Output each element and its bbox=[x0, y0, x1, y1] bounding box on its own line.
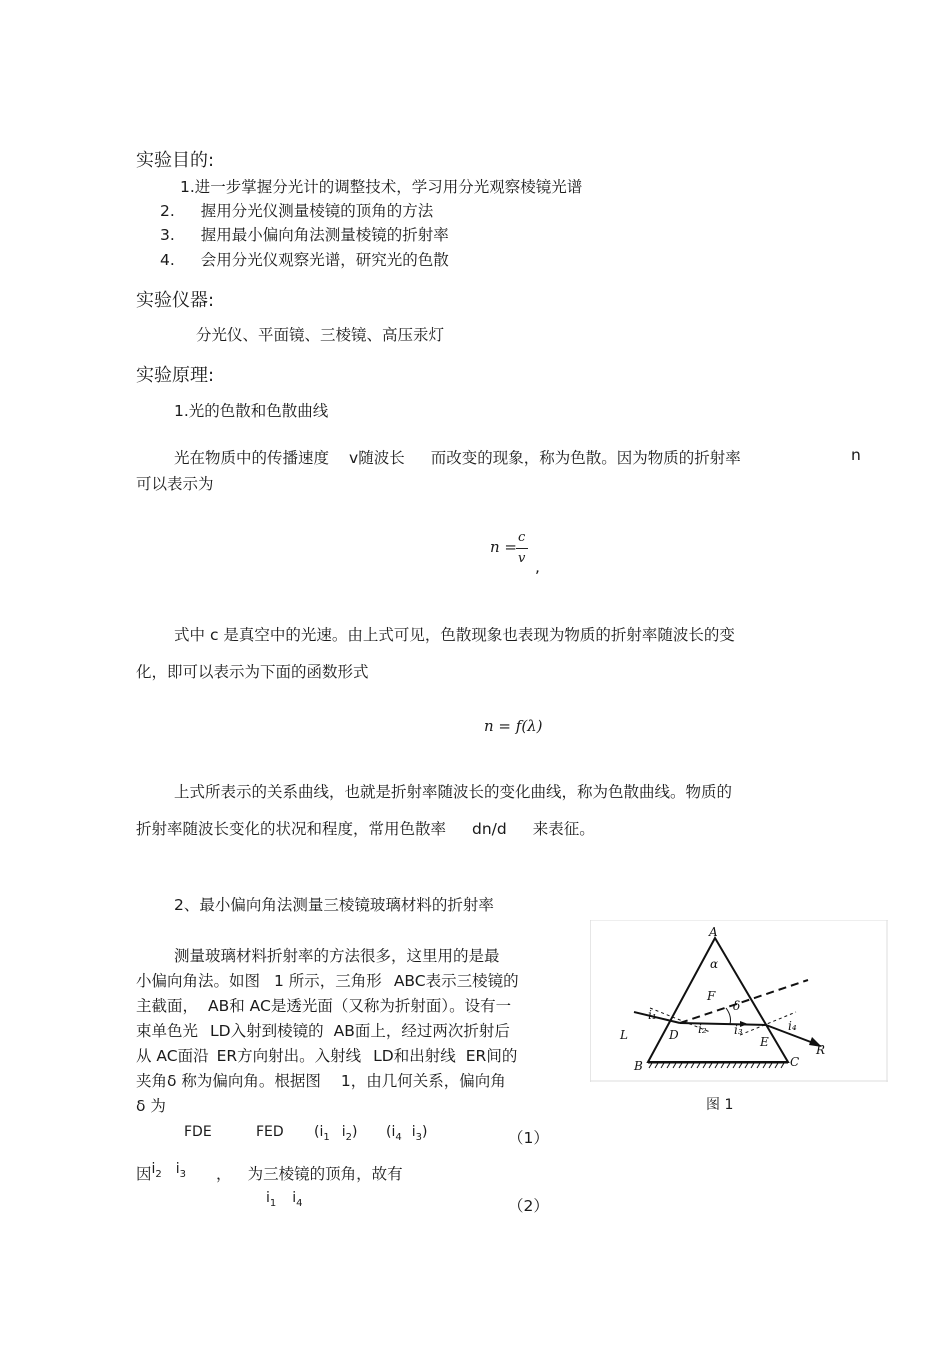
subscript: 4 bbox=[395, 1131, 402, 1143]
text-span: 折射率随波长变化的状况和程度，常用色散率 bbox=[136, 820, 447, 838]
item-text: 进一步掌握分光计的调整技术，学习用分光观察棱镜光谱 bbox=[194, 178, 583, 196]
label-e: E bbox=[760, 1035, 769, 1049]
paragraph-4-line-6 bbox=[136, 1069, 506, 1091]
symbol-v: v bbox=[349, 449, 359, 467]
formula-1-denominator: v bbox=[518, 551, 526, 566]
text-span: ER间的 bbox=[465, 1047, 518, 1065]
purpose-item-2 bbox=[160, 199, 433, 221]
purpose-heading: 实验目的: bbox=[136, 150, 215, 171]
text-span: LD和出射线 bbox=[373, 1047, 456, 1065]
label-i1: i₁ bbox=[648, 1008, 657, 1022]
text-span: 光在物质中的传播速度 bbox=[174, 449, 330, 467]
subscript: 1 bbox=[323, 1131, 330, 1143]
text-span: 而改变的现象，称为色散。因为物质的折射率 bbox=[430, 449, 741, 467]
label-delta: δ bbox=[733, 999, 741, 1013]
eq1-group-2 bbox=[386, 1124, 427, 1143]
instruments-text: 分光仪、平面镜、三棱镜、高压汞灯 bbox=[196, 326, 445, 344]
text-span: 从 AC面沿 bbox=[136, 1047, 209, 1065]
label-f: F bbox=[707, 989, 716, 1003]
purpose-item-3 bbox=[160, 223, 449, 245]
paragraph-2-line-1 bbox=[174, 623, 735, 645]
text-span: 是真空中的光速。由上式可见，色散现象也表现为物质的折射率随波长的变 bbox=[223, 626, 735, 644]
figure-caption: 图 1 bbox=[706, 1097, 734, 1113]
label-b: B bbox=[634, 1059, 643, 1073]
prism-diagram bbox=[590, 920, 888, 1082]
paragraph-4-line-2 bbox=[136, 969, 519, 991]
text-span: 为三棱镜的顶角，故有 bbox=[247, 1165, 403, 1183]
subscript: 2 bbox=[155, 1169, 162, 1181]
section1-title: 1.光的色散和色散曲线 bbox=[174, 402, 329, 420]
text-span: i bbox=[266, 1190, 270, 1206]
text-span: 小偏向角法。如图 bbox=[136, 972, 261, 990]
formula-2: n = f(λ) bbox=[484, 717, 543, 735]
text-span: i bbox=[411, 1124, 416, 1140]
eq2-number: （2） bbox=[508, 1197, 549, 1215]
purpose-item-1 bbox=[180, 175, 582, 197]
label-r: R bbox=[816, 1043, 826, 1057]
fraction-bar bbox=[516, 548, 528, 549]
eq1-number: （1） bbox=[508, 1129, 549, 1147]
eq1-term-fde: FDE bbox=[184, 1124, 212, 1140]
label-d: D bbox=[669, 1028, 679, 1042]
text-span: 1 所示，三角形 bbox=[274, 972, 382, 990]
text-span: 随波长 bbox=[358, 449, 405, 467]
item-number: 1. bbox=[180, 178, 195, 196]
formula-1-numerator: c bbox=[518, 530, 526, 545]
text-span: ABC表示三棱镜的 bbox=[393, 972, 519, 990]
item-text: 握用最小偏向角法测量棱镜的折射率 bbox=[200, 226, 449, 244]
item-number: 3. bbox=[160, 226, 175, 244]
text-span: 夹角δ 称为偏向角。根据图 bbox=[136, 1072, 321, 1090]
subscript: 3 bbox=[179, 1169, 187, 1181]
subscript: 1 bbox=[269, 1197, 277, 1209]
symbol-dn-d: dn/d bbox=[472, 820, 507, 838]
paragraph-3-line-1: 上式所表示的关系曲线，也就是折射率随波长的变化曲线，称为色散曲线。物质的 bbox=[174, 783, 733, 801]
text-span: 1，由几何关系，偏向角 bbox=[340, 1072, 506, 1090]
paragraph-3-line-2 bbox=[136, 817, 595, 839]
subscript: 2 bbox=[345, 1131, 352, 1143]
paragraph-4-line-7: δ 为 bbox=[136, 1097, 166, 1115]
text-span: AB和 AC是透光面（又称为折射面） bbox=[208, 997, 450, 1015]
symbol-c: c bbox=[209, 626, 219, 644]
principle-heading: 实验原理: bbox=[136, 365, 215, 386]
purpose-item-4 bbox=[160, 248, 449, 270]
text-span: 。设有一 bbox=[449, 997, 512, 1015]
paragraph-4-line-5 bbox=[136, 1044, 517, 1066]
text-span: i bbox=[151, 1161, 156, 1177]
text-span: ) bbox=[422, 1124, 428, 1140]
eq1-term-fed: FED bbox=[256, 1124, 284, 1140]
paragraph-1-line-2: 可以表示为 bbox=[136, 475, 214, 493]
delta-arc bbox=[726, 1008, 731, 1024]
text-span: 式中 bbox=[174, 626, 206, 644]
formula-1-lhs: n = bbox=[490, 538, 517, 556]
label-a: A bbox=[709, 925, 718, 939]
text-span: i bbox=[292, 1190, 297, 1206]
text-span: ER方向射出。入射线 bbox=[216, 1047, 362, 1065]
eq1-group-1 bbox=[314, 1124, 357, 1143]
text-span: LD入射到棱镜的 bbox=[210, 1022, 324, 1040]
eq2-text-line bbox=[136, 1162, 403, 1186]
subscript: 3 bbox=[415, 1131, 422, 1143]
base-hatching bbox=[649, 1063, 784, 1068]
paragraph-4-line-1: 测量玻璃材料折射率的方法很多，这里用的是最 bbox=[174, 947, 500, 965]
label-i4: i₄ bbox=[788, 1019, 797, 1033]
text-span: i bbox=[341, 1124, 346, 1140]
text-span: (i bbox=[314, 1124, 324, 1140]
label-alpha: α bbox=[710, 957, 719, 971]
formula-1-comma: , bbox=[535, 558, 540, 576]
section2-title: 2、最小偏向角法测量三棱镜玻璃材料的折射率 bbox=[174, 896, 494, 914]
text-span: i bbox=[175, 1161, 180, 1177]
text-span: ) bbox=[352, 1124, 358, 1140]
text-span: 来表征。 bbox=[532, 820, 595, 838]
text-span: 束单色光 bbox=[136, 1022, 199, 1040]
text-span: 因 bbox=[136, 1165, 152, 1183]
text-span: ， bbox=[216, 1165, 232, 1183]
subscript: 4 bbox=[296, 1197, 303, 1209]
refracted-ray bbox=[680, 1023, 766, 1025]
instruments-heading: 实验仪器: bbox=[136, 290, 215, 311]
paragraph-1-line-1 bbox=[174, 446, 741, 468]
eq2-formula bbox=[266, 1190, 303, 1209]
item-text: 握用分光仪测量棱镜的顶角的方法 bbox=[200, 202, 434, 220]
item-text: 会用分光仪观察光谱，研究光的色散 bbox=[200, 251, 449, 269]
text-span: (i bbox=[386, 1124, 396, 1140]
paragraph-4-line-3 bbox=[136, 994, 511, 1016]
paragraph-4-line-4 bbox=[136, 1019, 510, 1041]
label-i3: i₃ bbox=[734, 1023, 743, 1037]
text-span: 主截面， bbox=[136, 997, 199, 1015]
label-l: L bbox=[620, 1028, 628, 1042]
symbol-n: n bbox=[851, 446, 861, 464]
item-number: 2. bbox=[160, 202, 175, 220]
label-i2: i₂ bbox=[698, 1022, 707, 1036]
text-span: AB面上，经过两次折射后 bbox=[333, 1022, 510, 1040]
item-number: 4. bbox=[160, 251, 175, 269]
label-c: C bbox=[790, 1055, 800, 1069]
paragraph-2-line-2: 化，即可以表示为下面的函数形式 bbox=[136, 663, 369, 681]
